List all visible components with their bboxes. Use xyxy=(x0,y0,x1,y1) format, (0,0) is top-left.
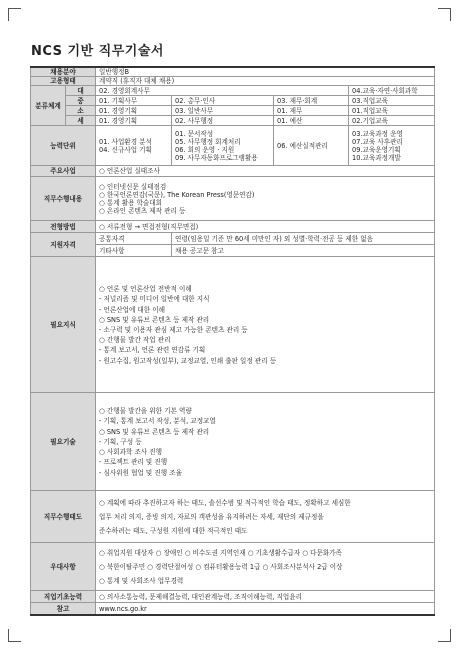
unit-item: 06. 회의 운영 · 지원 xyxy=(175,145,235,154)
unit-item: 09. 사무자동화프로그램활용 xyxy=(175,154,258,163)
unit-item: 06. 예산실적관리 xyxy=(277,141,328,150)
label-units: 능력단위 xyxy=(31,126,96,166)
duty-item: ○ 통계 활용 학술대회 xyxy=(99,198,163,207)
class-detail-3: 01. 예산 xyxy=(274,116,349,126)
value-field: 일반행정B xyxy=(96,67,435,77)
label-employment: 고용형태 xyxy=(31,77,96,86)
skill-item: ○ 사회과학 조사 진행 xyxy=(99,448,163,457)
row-units xyxy=(31,126,435,166)
row-employment xyxy=(31,77,435,86)
knowledge-list xyxy=(96,257,435,393)
label-preference: 우대사항 xyxy=(31,543,96,591)
value-reference-link[interactable]: www.ncs.go.kr xyxy=(96,603,435,615)
units-col-2 xyxy=(172,126,274,166)
row-preference xyxy=(31,543,435,591)
row-duties xyxy=(31,177,435,221)
row-basic-ability xyxy=(31,591,435,603)
label-reference: 참고 xyxy=(31,603,96,615)
preference-line: ○ 통계 및 사회조사 업무경력 xyxy=(99,577,184,586)
skill-item: - 기획, 통계 보고서 작성, 분석, 교정교열 xyxy=(99,417,216,426)
label-selection: 전형방법 xyxy=(31,221,96,233)
duty-item: ○ 한국언론연감(국문), The Korean Press(영문연감) xyxy=(99,190,255,199)
attitude-line: 업무 처리 의지, 증빙 의지, 자료의 객관성을 유지하려는 자세, 재단의 제규정을 xyxy=(99,512,324,521)
skill-item: - 심사위원 협업 및 진행 조율 xyxy=(99,468,182,477)
row-selection xyxy=(31,221,435,233)
row-main-business xyxy=(31,166,435,177)
knowledge-item: - 소구력 및 이용자 관심 제고 가능한 콘텐츠 관리 등 xyxy=(99,325,248,334)
class-major-1: 02. 경영회계사무 xyxy=(96,86,349,96)
class-detail-2: 02. 사무행정 xyxy=(172,116,274,126)
class-minor-3: 01. 재무 xyxy=(274,106,349,116)
label-duties: 직무수행내용 xyxy=(31,177,96,221)
value-employment: 계약직 (휴직자 대체 채용) xyxy=(96,77,435,86)
knowledge-item: - 원고수집, 원고작성(일부), 교정교열, 인쇄 출판 일정 관리 등 xyxy=(99,356,277,365)
row-class-detail xyxy=(31,116,435,126)
row-qualification-common xyxy=(31,233,435,245)
preference-text xyxy=(96,543,435,591)
unit-item: 05. 사무행정 회계처리 xyxy=(175,137,241,146)
value-selection: ○ 서류전형 → 면접전형(직무면접) xyxy=(96,221,435,233)
skill-item: - 프로젝트 관리 및 진행 xyxy=(99,458,168,467)
label-knowledge: 필요지식 xyxy=(31,257,96,393)
crop-mark-top-right xyxy=(438,8,451,21)
knowledge-item: ○ SNS 및 유튜브 콘텐츠 등 제작 관리 xyxy=(99,315,210,324)
row-reference xyxy=(31,603,435,615)
label-other-qualification: 기타사항 xyxy=(96,245,172,257)
label-field: 채용분야 xyxy=(31,67,96,77)
knowledge-item: - 통계 보고서, 언론 관련 연감류 기획 xyxy=(99,346,206,355)
label-attitude: 직무수행태도 xyxy=(31,491,96,543)
label-common-qualification: 공통자격 xyxy=(96,233,172,245)
units-col-4 xyxy=(349,126,435,166)
row-knowledge xyxy=(31,257,435,393)
class-minor-4: 01.직업교육 xyxy=(349,106,435,116)
knowledge-item: - 언론산업에 대한 이해 xyxy=(99,305,166,314)
class-middle-1: 01. 기획사무 xyxy=(96,96,172,106)
crop-mark-bottom-left xyxy=(8,629,21,642)
preference-line: ○ 취업지원 대상자 ○ 장애인 ○ 비수도권 지역인재 ○ 기초생활수급자 ○ 다문화가족 xyxy=(99,548,342,557)
duties-list xyxy=(96,177,435,221)
unit-item: 01. 사업환경 분석 xyxy=(99,137,152,146)
class-middle-4: 03.직업교육 xyxy=(349,96,435,106)
crop-mark-bottom-right xyxy=(438,629,451,642)
row-field xyxy=(31,67,435,77)
class-middle-2: 02. 총무·인사 xyxy=(172,96,274,106)
units-col-3 xyxy=(274,126,349,166)
class-middle-3: 03. 재무·회계 xyxy=(274,96,349,106)
row-class-major xyxy=(31,86,435,96)
class-minor-1: 01. 경영기획 xyxy=(96,106,172,116)
page-title: NCS 기반 직무기술서 xyxy=(31,44,164,59)
label-major: 대 xyxy=(66,86,96,96)
label-classification: 분류체계 xyxy=(31,86,66,126)
label-basic-ability: 직업기초능력 xyxy=(31,591,96,603)
crop-mark-top-left xyxy=(8,8,21,21)
class-minor-2: 03. 일반사무 xyxy=(172,106,274,116)
skill-item: - 기획, 구성 등 xyxy=(99,437,142,446)
attitude-line: 준수하려는 태도, 구성원 지원에 대한 적극적인 태도 xyxy=(99,527,248,536)
attitude-line: ○ 계획에 따라 추진하고자 하는 태도, 솔선수범 및 적극적인 학습 태도, 정확하고 세심한 xyxy=(99,498,351,507)
row-class-middle xyxy=(31,96,435,106)
duty-item: ○ 인터넷신문 실태점검 xyxy=(99,182,167,191)
class-major-4: 04.교육·자연·사회과학 xyxy=(349,86,435,96)
skills-list xyxy=(96,393,435,491)
unit-item: 01. 문서작성 xyxy=(175,129,214,138)
label-qualification: 지원자격 xyxy=(31,233,96,257)
units-col-1 xyxy=(96,126,172,166)
value-other-qualification: 채용 공고문 참고 xyxy=(172,245,435,257)
unit-item: 07.교육 사후관리 xyxy=(352,137,403,146)
unit-item: 09.교육운영기획 xyxy=(352,145,401,154)
unit-item: 10.교육과정개발 xyxy=(352,154,401,163)
skill-item: ○ SNS 및 유튜브 콘텐츠 등 제작 관리 xyxy=(99,427,210,436)
row-skills xyxy=(31,393,435,491)
attitude-text xyxy=(96,491,435,543)
row-class-minor xyxy=(31,106,435,116)
skill-item: ○ 간행물 발간을 위한 기본 역량 xyxy=(99,407,192,416)
label-middle: 중 xyxy=(66,96,96,106)
value-main-business: ○ 언론산업 실태조사 xyxy=(96,166,435,177)
duty-item: ○ 온라인 콘텐츠 제작 관리 등 xyxy=(99,207,186,216)
class-detail-1: 01. 경영기획 xyxy=(96,116,172,126)
job-description-table xyxy=(30,66,435,616)
knowledge-item: ○ 간행물 발간 작업 관리 xyxy=(99,336,171,345)
label-main-business: 주요사업 xyxy=(31,166,96,177)
knowledge-item: ○ 언론 및 언론산업 전반적 이해 xyxy=(99,285,192,294)
preference-line: ○ 북한이탈주민 ○ 경력단절여성 ○ 컴퓨터활용능력 1급 ○ 사회조사분석사 2급 이상 xyxy=(99,562,343,571)
knowledge-item: - 저널리즘 및 미디어 일반에 대한 지식 xyxy=(99,295,210,304)
class-detail-4: 02.기업교육 xyxy=(349,116,435,126)
unit-item: 03.교육과정 운영 xyxy=(352,129,403,138)
label-skills: 필요기술 xyxy=(31,393,96,491)
value-basic-ability: ○ 의사소통능력, 문제해결능력, 대인관계능력, 조직이해능력, 직업윤리 xyxy=(96,591,435,603)
row-attitude xyxy=(31,491,435,543)
label-minor: 소 xyxy=(66,106,96,116)
label-detail: 세 xyxy=(66,116,96,126)
value-common-qualification: 연령(임용일 기준 만 60세 미만인 자) 외 성별·학력·전공 등 제한 없음 xyxy=(172,233,435,245)
unit-item: 04. 신규사업 기획 xyxy=(99,145,152,154)
